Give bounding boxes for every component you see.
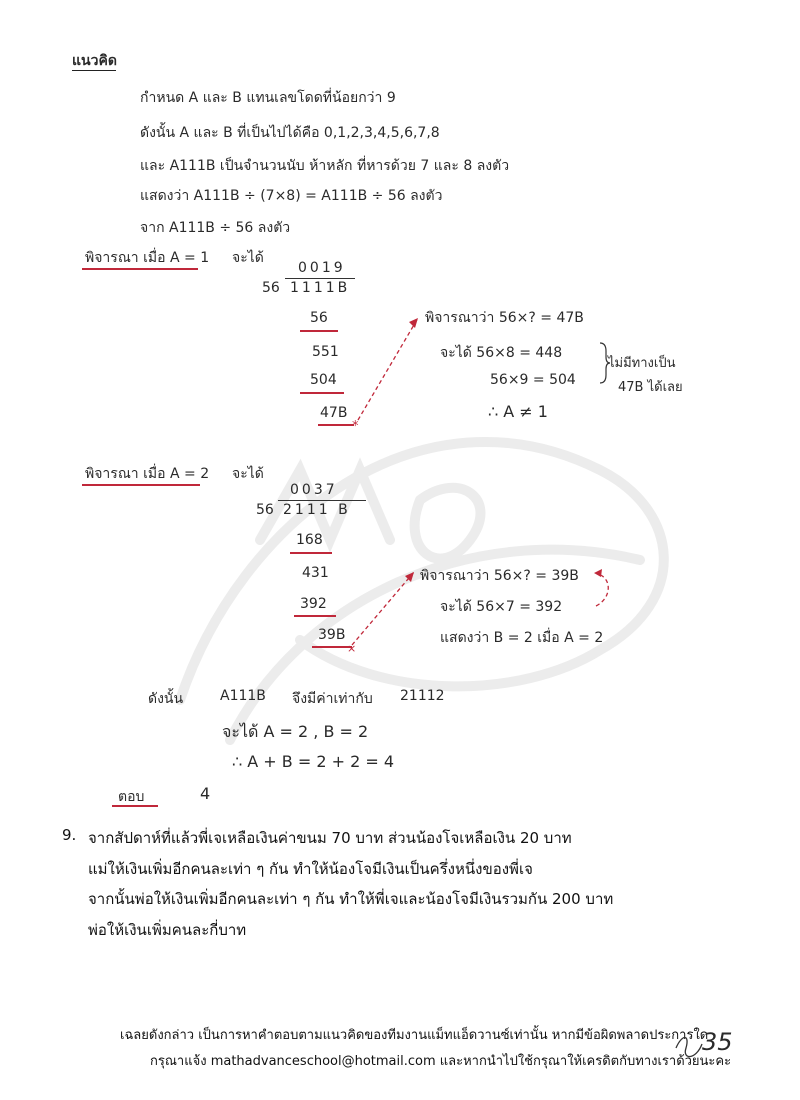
- problem-line-1: จากสัปดาห์ที่แล้วพี่เจเหลือเงินค่าขนม 70 บาท ส่วนน้องโจเหลือเงิน 20 บาท: [88, 829, 572, 847]
- case1-then: จะได้: [232, 250, 264, 266]
- case1-divisor: 56: [262, 280, 280, 296]
- case2-then: จะได้: [232, 466, 264, 482]
- case1-step3-underline: [300, 392, 344, 394]
- case1-note-get: จะได้ 56×8 = 448: [440, 345, 563, 361]
- case2-step2: 431: [302, 565, 329, 581]
- problem-line-3: จากนั้นพ่อให้เงินเพิ่มอีกคนละเท่า ๆ กัน ทำให้พี่เจและน้องโจมีเงินรวมกัน 200 บาท: [88, 890, 614, 908]
- case1-step1-underline: [300, 330, 338, 332]
- case2-remainder-underline: [312, 646, 352, 648]
- intro-line-4: แสดงว่า A111B ÷ (7×8) = A111B ÷ 56 ลงตัว: [140, 188, 443, 204]
- case1-note-consider: พิจารณาว่า 56×? = 47B: [425, 310, 584, 326]
- problem-line-4: พ่อให้เงินเพิ่มคนละกี่บาท: [88, 921, 247, 939]
- case1-note-side1: ไม่มีทางเป็น: [608, 356, 676, 371]
- problem-number: 9.: [62, 826, 77, 844]
- intro-line-3: และ A111B เป็นจำนวนนับ ห้าหลัก ที่หารด้วย 7 และ 8 ลงตัว: [140, 158, 510, 174]
- case2-division-bar: [278, 500, 366, 501]
- case1-step2: 551: [312, 344, 339, 360]
- problem-line-2: แม่ให้เงินเพิ่มอีกคนละเท่า ๆ กัน ทำให้น้องโจมีเงินเป็นครึ่งหนึ่งของพี่เจ: [88, 860, 533, 878]
- footer-line-2: กรุณาแจ้ง mathadvanceschool@hotmail.com และหากนำไปใช้กรุณาให้เครดิตกับทางเราด้วยนะคะ: [150, 1054, 732, 1069]
- case2-remainder: 39B: [318, 627, 346, 643]
- answer-value: 4: [200, 784, 211, 803]
- intro-line-5: จาก A111B ÷ 56 ลงตัว: [140, 220, 291, 236]
- summary-equals-text: จึงมีค่าเท่ากับ: [292, 691, 373, 707]
- case1-step1: 56: [310, 310, 328, 326]
- answer-underline: [112, 805, 158, 807]
- summary-number-name: A111B: [220, 688, 266, 704]
- case1-note-side2: 47B ได้เลย: [618, 380, 683, 395]
- intro-line-1: กำหนด A และ B แทนเลขโดดที่น้อยกว่า 9: [140, 90, 396, 106]
- case2-underline: [82, 484, 200, 486]
- summary-line-2: จะได้ A = 2 , B = 2: [222, 722, 369, 741]
- case1-dividend: 1111B: [290, 280, 351, 296]
- case2-quotient: 0037: [290, 482, 338, 498]
- red-star-mark-1: *: [352, 419, 359, 434]
- case1-note-row2: 56×9 = 504: [490, 372, 576, 388]
- red-star-mark-2: ×: [347, 642, 357, 655]
- case2-note-consider: พิจารณาว่า 56×? = 39B: [420, 568, 579, 584]
- case1-remainder-underline: [318, 424, 354, 426]
- case2-label: พิจารณา เมื่อ A = 2: [85, 466, 210, 482]
- case2-divisor: 56: [256, 502, 274, 518]
- summary-line-3: ∴ A + B = 2 + 2 = 4: [232, 752, 395, 771]
- case1-conclusion: ∴ A ≠ 1: [488, 402, 548, 421]
- heading-underline: [72, 70, 116, 71]
- page-heading: แนวคิด: [72, 53, 117, 69]
- case1-label: พิจารณา เมื่อ A = 1: [85, 250, 210, 266]
- case1-underline: [82, 268, 198, 270]
- case2-note-get: จะได้ 56×7 = 392: [440, 599, 563, 615]
- summary-value: 21112: [400, 688, 445, 704]
- case1-division-bar: [285, 278, 355, 279]
- summary-therefore: ดังนั้น: [148, 691, 184, 707]
- case2-step1: 168: [296, 532, 323, 548]
- case2-step1-underline: [290, 552, 332, 554]
- intro-line-2: ดังนั้น A และ B ที่เป็นไปได้คือ 0,1,2,3,4,5,6,7,8: [140, 125, 440, 141]
- footer-line-1: เฉลยดังกล่าว เป็นการหาคำตอบตามแนวคิดของทีมงานแม็ทแอ็ดวานซ์เท่านั้น หากมีข้อผิดพลาดประการใด: [120, 1028, 709, 1043]
- case2-dividend: 2111 B: [283, 502, 351, 518]
- case2-step3: 392: [300, 596, 327, 612]
- case1-remainder: 47B: [320, 405, 348, 421]
- case1-step3: 504: [310, 372, 337, 388]
- page-number: 35: [702, 1028, 733, 1056]
- case2-note-show: แสดงว่า B = 2 เมื่อ A = 2: [440, 630, 604, 646]
- answer-label: ตอบ: [118, 789, 145, 805]
- case2-step3-underline: [294, 615, 336, 617]
- case1-quotient: 0019: [298, 260, 346, 276]
